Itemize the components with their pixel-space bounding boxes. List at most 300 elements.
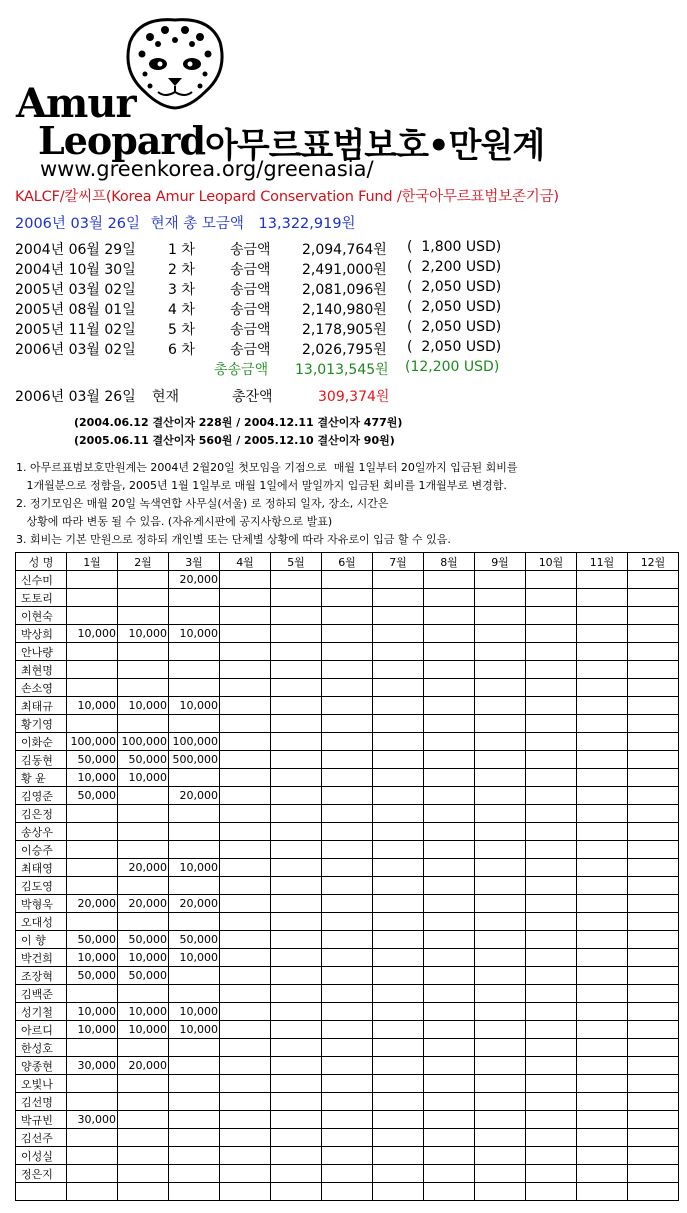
- empty-cell: [220, 1021, 271, 1039]
- empty-cell: [577, 805, 628, 823]
- transfer-label: 송금액: [230, 322, 271, 338]
- dues-cell: 30,000: [67, 1057, 118, 1075]
- transfer-amount: 2,178,905원: [302, 322, 387, 338]
- empty-cell: [424, 967, 475, 985]
- empty-cell: [220, 733, 271, 751]
- empty-cell: [526, 751, 577, 769]
- empty-cell: [424, 1147, 475, 1165]
- empty-cell: [322, 1057, 373, 1075]
- empty-cell: [475, 607, 526, 625]
- empty-cell: [271, 625, 322, 643]
- member-name: 신수미: [16, 571, 67, 589]
- empty-cell: [220, 1057, 271, 1075]
- empty-cell: [475, 697, 526, 715]
- header-month: 12월: [628, 553, 679, 571]
- member-name: 오대성: [16, 913, 67, 931]
- empty-cell: [526, 715, 577, 733]
- empty-cell: [271, 1075, 322, 1093]
- transfer-label: 송금액: [230, 262, 271, 278]
- dues-cell: [118, 823, 169, 841]
- empty-cell: [526, 859, 577, 877]
- empty-cell: [220, 913, 271, 931]
- empty-cell: [373, 823, 424, 841]
- dues-cell: [169, 1165, 220, 1183]
- dues-cell: [67, 841, 118, 859]
- empty-cell: [628, 1075, 679, 1093]
- empty-cell: [424, 841, 475, 859]
- empty-cell: [628, 715, 679, 733]
- dues-cell: [169, 1111, 220, 1129]
- dues-cell: [169, 1129, 220, 1147]
- empty-cell: [577, 571, 628, 589]
- header-month: 10월: [526, 553, 577, 571]
- dues-cell: 10,000: [169, 625, 220, 643]
- table-row: [16, 769, 679, 787]
- empty-cell: [628, 1111, 679, 1129]
- empty-cell: [424, 1183, 475, 1201]
- table-row: [16, 787, 679, 805]
- dues-cell: [118, 679, 169, 697]
- dues-cell: 10,000: [118, 625, 169, 643]
- table-row: [16, 877, 679, 895]
- member-name: 김백준: [16, 985, 67, 1003]
- empty-cell: [577, 643, 628, 661]
- dues-cell: 50,000: [118, 931, 169, 949]
- empty-cell: [475, 913, 526, 931]
- empty-cell: [628, 1057, 679, 1075]
- empty-cell: [628, 1021, 679, 1039]
- empty-cell: [271, 1147, 322, 1165]
- transfer-usd: ( 2,050 USD): [407, 299, 502, 315]
- interest-line: (2004.06.12 결산이자 228원 / 2004.12.11 결산이자 477원): [74, 416, 403, 429]
- empty-cell: [526, 1075, 577, 1093]
- dues-cell: 10,000: [67, 625, 118, 643]
- table-row: [16, 607, 679, 625]
- empty-cell: [271, 1129, 322, 1147]
- dues-cell: [169, 679, 220, 697]
- dues-cell: 10,000: [67, 1021, 118, 1039]
- empty-cell: [424, 787, 475, 805]
- dues-cell: [118, 1075, 169, 1093]
- current-total-date: 2006년 03월 26일: [15, 216, 141, 232]
- empty-cell: [322, 841, 373, 859]
- empty-cell: [577, 1093, 628, 1111]
- transfer-round: 3 차: [168, 282, 195, 298]
- empty-cell: [424, 607, 475, 625]
- dues-cell: [67, 1093, 118, 1111]
- member-name: 손소영: [16, 679, 67, 697]
- empty-cell: [475, 751, 526, 769]
- table-row: [16, 1129, 679, 1147]
- empty-cell: [271, 1057, 322, 1075]
- empty-cell: [424, 733, 475, 751]
- empty-cell: [373, 1039, 424, 1057]
- member-name: 이성실: [16, 1147, 67, 1165]
- header-month: 4월: [220, 553, 271, 571]
- dues-cell: [169, 769, 220, 787]
- empty-cell: [577, 1039, 628, 1057]
- empty-cell: [628, 1093, 679, 1111]
- table-row: [16, 625, 679, 643]
- empty-cell: [220, 715, 271, 733]
- empty-cell: [271, 787, 322, 805]
- member-name: 박건희: [16, 949, 67, 967]
- dues-cell: [67, 1075, 118, 1093]
- empty-cell: [373, 715, 424, 733]
- dues-cell: 10,000: [118, 697, 169, 715]
- empty-cell: [322, 1183, 373, 1201]
- empty-cell: [475, 589, 526, 607]
- table-row: [16, 985, 679, 1003]
- empty-cell: [322, 1129, 373, 1147]
- empty-cell: [322, 877, 373, 895]
- empty-cell: [526, 769, 577, 787]
- dues-cell: 10,000: [67, 1003, 118, 1021]
- dues-cell: 10,000: [67, 949, 118, 967]
- empty-cell: [475, 1129, 526, 1147]
- table-row: [16, 1111, 679, 1129]
- current-total-label: 현재 총 모금액: [150, 216, 244, 232]
- empty-cell: [424, 1093, 475, 1111]
- empty-cell: [475, 571, 526, 589]
- member-name: 이현숙: [16, 607, 67, 625]
- empty-cell: [424, 985, 475, 1003]
- empty-cell: [271, 1093, 322, 1111]
- dues-cell: 100,000: [118, 733, 169, 751]
- empty-cell: [220, 1003, 271, 1021]
- empty-cell: [526, 643, 577, 661]
- empty-cell: [271, 949, 322, 967]
- empty-cell: [373, 589, 424, 607]
- empty-cell: [271, 895, 322, 913]
- transfer-label: 송금액: [230, 342, 271, 358]
- empty-cell: [271, 1165, 322, 1183]
- dues-cell: [118, 913, 169, 931]
- dues-cell: [169, 1057, 220, 1075]
- empty-cell: [220, 877, 271, 895]
- member-name: 양종현: [16, 1057, 67, 1075]
- empty-cell: [628, 931, 679, 949]
- empty-cell: [424, 1021, 475, 1039]
- empty-cell: [322, 859, 373, 877]
- balance-label-current: 현재: [152, 389, 180, 405]
- empty-cell: [322, 895, 373, 913]
- empty-cell: [322, 1165, 373, 1183]
- empty-cell: [526, 949, 577, 967]
- total-sent-label: 총송금액: [214, 362, 269, 378]
- dues-cell: 50,000: [169, 931, 220, 949]
- transfer-round: 5 차: [168, 322, 195, 338]
- empty-cell: [424, 1003, 475, 1021]
- empty-cell: [373, 1003, 424, 1021]
- empty-cell: [322, 733, 373, 751]
- note-line: 2. 정기모임은 매월 20일 녹색연합 사무실(서울) 로 정하되 일자, 장소, 시간은: [16, 497, 389, 510]
- empty-cell: [271, 697, 322, 715]
- member-name: 정은지: [16, 1165, 67, 1183]
- empty-cell: [424, 571, 475, 589]
- empty-cell: [577, 1003, 628, 1021]
- empty-cell: [628, 607, 679, 625]
- empty-cell: [424, 1129, 475, 1147]
- empty-cell: [271, 805, 322, 823]
- empty-cell: [322, 787, 373, 805]
- table-row: [16, 697, 679, 715]
- empty-cell: [322, 1021, 373, 1039]
- empty-cell: [526, 985, 577, 1003]
- empty-cell: [577, 733, 628, 751]
- member-name: 박형욱: [16, 895, 67, 913]
- dues-cell: [67, 661, 118, 679]
- dues-cell: [118, 715, 169, 733]
- header-month: 11월: [577, 553, 628, 571]
- empty-cell: [628, 1165, 679, 1183]
- empty-cell: [322, 679, 373, 697]
- empty-cell: [424, 1165, 475, 1183]
- transfer-amount: 2,140,980원: [302, 302, 387, 318]
- transfer-usd: ( 1,800 USD): [407, 239, 502, 255]
- transfer-date: 2004년 06월 29일: [15, 242, 136, 258]
- empty-cell: [271, 931, 322, 949]
- table-row: [16, 1165, 679, 1183]
- dues-cell: [169, 967, 220, 985]
- member-name: 이승주: [16, 841, 67, 859]
- empty-cell: [577, 589, 628, 607]
- empty-cell: [475, 1183, 526, 1201]
- empty-cell: [220, 1111, 271, 1129]
- empty-cell: [628, 733, 679, 751]
- member-name: 송상우: [16, 823, 67, 841]
- empty-cell: [373, 1111, 424, 1129]
- empty-cell: [628, 769, 679, 787]
- empty-cell: [322, 1147, 373, 1165]
- member-name: 김동현: [16, 751, 67, 769]
- dues-cell: 500,000: [169, 751, 220, 769]
- header-month: 7월: [373, 553, 424, 571]
- empty-cell: [373, 841, 424, 859]
- empty-cell: [526, 697, 577, 715]
- empty-cell: [526, 1093, 577, 1111]
- empty-cell: [271, 1039, 322, 1057]
- empty-cell: [220, 625, 271, 643]
- transfer-label: 송금액: [230, 302, 271, 318]
- empty-cell: [475, 859, 526, 877]
- empty-cell: [526, 787, 577, 805]
- dues-cell: [67, 823, 118, 841]
- empty-cell: [271, 967, 322, 985]
- empty-cell: [577, 967, 628, 985]
- empty-cell: [373, 769, 424, 787]
- dues-cell: [118, 1165, 169, 1183]
- logo-amur-text: Amur: [16, 80, 136, 127]
- member-name: 김도영: [16, 877, 67, 895]
- logo-leopard-text: Leopard: [38, 118, 206, 163]
- dues-cell: [118, 1093, 169, 1111]
- transfer-usd: ( 2,050 USD): [407, 279, 502, 295]
- empty-cell: [220, 1129, 271, 1147]
- empty-cell: [475, 967, 526, 985]
- empty-cell: [220, 661, 271, 679]
- empty-cell: [322, 769, 373, 787]
- empty-cell: [475, 715, 526, 733]
- member-name: 박규빈: [16, 1111, 67, 1129]
- empty-cell: [373, 571, 424, 589]
- empty-cell: [577, 985, 628, 1003]
- empty-cell: [475, 1147, 526, 1165]
- empty-cell: [373, 787, 424, 805]
- balance-label-total: 총잔액: [232, 389, 273, 405]
- empty-cell: [424, 895, 475, 913]
- empty-cell: [424, 661, 475, 679]
- empty-cell: [475, 823, 526, 841]
- member-name: 김선주: [16, 1129, 67, 1147]
- empty-cell: [628, 895, 679, 913]
- empty-cell: [271, 877, 322, 895]
- empty-cell: [475, 661, 526, 679]
- empty-cell: [373, 643, 424, 661]
- dues-cell: 20,000: [67, 895, 118, 913]
- empty-cell: [220, 643, 271, 661]
- ledger-header-row: [16, 553, 679, 571]
- empty-cell: [577, 1183, 628, 1201]
- empty-cell: [577, 787, 628, 805]
- dues-cell: 10,000: [169, 859, 220, 877]
- empty-cell: [373, 895, 424, 913]
- dues-cell: [169, 841, 220, 859]
- empty-cell: [628, 625, 679, 643]
- empty-cell: [322, 1039, 373, 1057]
- dues-cell: [67, 1183, 118, 1201]
- empty-cell: [577, 697, 628, 715]
- note-line: 1. 아무르표범보호만원계는 2004년 2월20일 첫모임을 기점으로 매월 1일부터 20일까지 입금된 회비를: [16, 461, 518, 474]
- empty-cell: [220, 769, 271, 787]
- empty-cell: [628, 751, 679, 769]
- empty-cell: [220, 1093, 271, 1111]
- empty-cell: [424, 589, 475, 607]
- dues-cell: 100,000: [169, 733, 220, 751]
- transfer-usd: ( 2,050 USD): [407, 339, 502, 355]
- dues-cell: [169, 1039, 220, 1057]
- empty-cell: [577, 625, 628, 643]
- empty-cell: [628, 967, 679, 985]
- empty-cell: [322, 823, 373, 841]
- empty-cell: [271, 607, 322, 625]
- dues-cell: [67, 715, 118, 733]
- empty-cell: [424, 823, 475, 841]
- empty-cell: [526, 607, 577, 625]
- dues-cell: [118, 607, 169, 625]
- empty-cell: [373, 805, 424, 823]
- empty-cell: [475, 1075, 526, 1093]
- dues-cell: [118, 589, 169, 607]
- empty-cell: [526, 1039, 577, 1057]
- dues-cell: [118, 805, 169, 823]
- empty-cell: [577, 1021, 628, 1039]
- table-row: [16, 805, 679, 823]
- empty-cell: [475, 1111, 526, 1129]
- dues-cell: [118, 787, 169, 805]
- empty-cell: [220, 1039, 271, 1057]
- dues-cell: 20,000: [169, 787, 220, 805]
- dues-cell: 50,000: [67, 787, 118, 805]
- logo-korean-title: 아무르표범보호•만원계: [205, 126, 545, 166]
- empty-cell: [373, 913, 424, 931]
- dues-cell: [169, 985, 220, 1003]
- table-row: [16, 1147, 679, 1165]
- dues-cell: 50,000: [118, 967, 169, 985]
- dues-cell: [67, 913, 118, 931]
- empty-cell: [373, 625, 424, 643]
- header-month: 8월: [424, 553, 475, 571]
- empty-cell: [475, 931, 526, 949]
- empty-cell: [526, 625, 577, 643]
- empty-cell: [577, 877, 628, 895]
- empty-cell: [526, 877, 577, 895]
- empty-cell: [577, 913, 628, 931]
- empty-cell: [220, 1147, 271, 1165]
- transfer-usd: ( 2,050 USD): [407, 319, 502, 335]
- transfer-amount: 2,094,764원: [302, 242, 387, 258]
- dues-cell: 10,000: [169, 1003, 220, 1021]
- empty-cell: [628, 859, 679, 877]
- empty-cell: [628, 805, 679, 823]
- dues-cell: 10,000: [118, 949, 169, 967]
- dues-cell: [118, 877, 169, 895]
- transfer-amount: 2,081,096원: [302, 282, 387, 298]
- dues-cell: [67, 679, 118, 697]
- dues-cell: [118, 571, 169, 589]
- empty-cell: [628, 949, 679, 967]
- dues-cell: [169, 823, 220, 841]
- empty-cell: [628, 1129, 679, 1147]
- empty-cell: [424, 1039, 475, 1057]
- dues-cell: 20,000: [169, 571, 220, 589]
- empty-cell: [373, 679, 424, 697]
- table-row: [16, 931, 679, 949]
- empty-cell: [322, 1003, 373, 1021]
- empty-cell: [526, 805, 577, 823]
- empty-cell: [475, 895, 526, 913]
- empty-cell: [424, 1111, 475, 1129]
- empty-cell: [373, 661, 424, 679]
- empty-cell: [628, 1147, 679, 1165]
- header-month: 5월: [271, 553, 322, 571]
- empty-cell: [526, 913, 577, 931]
- dues-cell: [169, 877, 220, 895]
- empty-cell: [220, 1165, 271, 1183]
- empty-cell: [322, 1075, 373, 1093]
- empty-cell: [373, 1021, 424, 1039]
- dues-cell: 50,000: [118, 751, 169, 769]
- empty-cell: [475, 1039, 526, 1057]
- empty-cell: [322, 751, 373, 769]
- empty-cell: [526, 1003, 577, 1021]
- empty-cell: [322, 949, 373, 967]
- empty-cell: [220, 985, 271, 1003]
- empty-cell: [628, 823, 679, 841]
- empty-cell: [475, 1165, 526, 1183]
- empty-cell: [373, 859, 424, 877]
- dues-cell: [67, 571, 118, 589]
- empty-cell: [220, 751, 271, 769]
- table-row: [16, 1057, 679, 1075]
- empty-cell: [271, 643, 322, 661]
- table-row: [16, 715, 679, 733]
- empty-cell: [220, 697, 271, 715]
- transfer-round: 4 차: [168, 302, 195, 318]
- empty-cell: [526, 1057, 577, 1075]
- empty-cell: [373, 949, 424, 967]
- dues-cell: 20,000: [118, 1057, 169, 1075]
